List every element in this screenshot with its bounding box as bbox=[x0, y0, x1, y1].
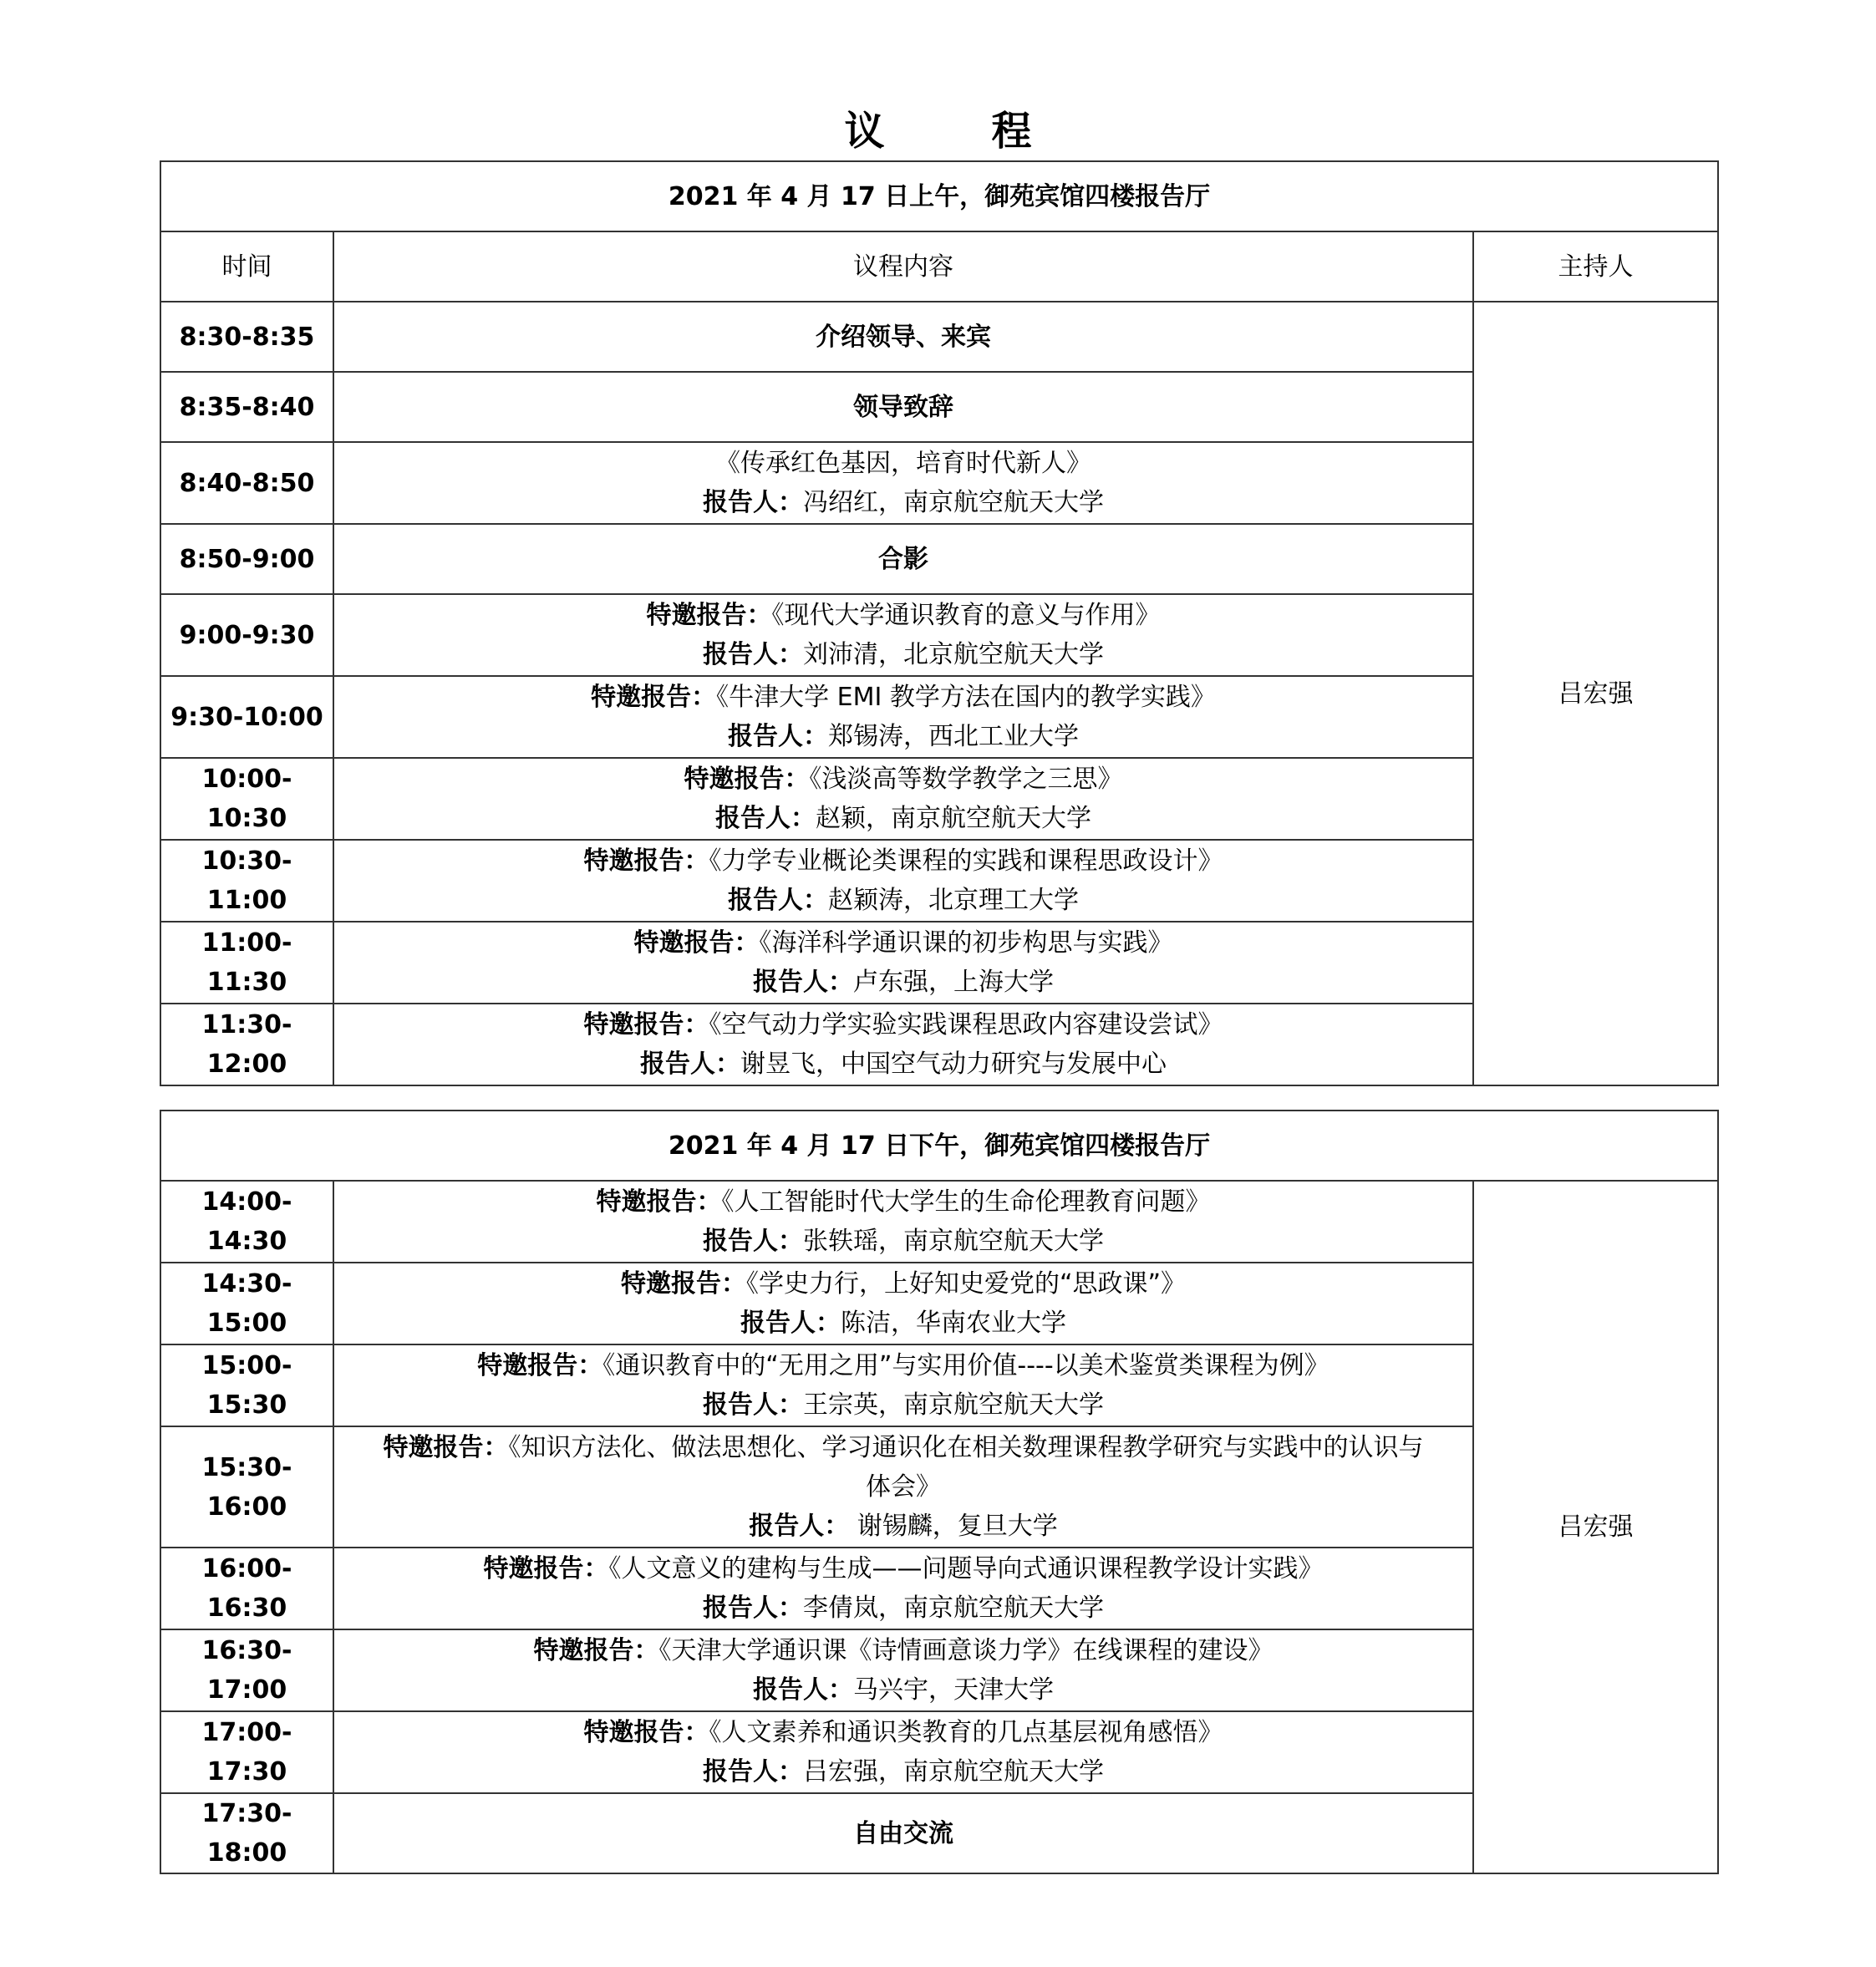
time-cell: 8:35-8:40 bbox=[160, 372, 333, 442]
content-cell bbox=[333, 1548, 1473, 1629]
speaker-name: 陈洁，华南农业大学 bbox=[841, 1309, 1066, 1338]
content-line bbox=[341, 540, 1466, 579]
speaker-label: 报告人 bbox=[753, 1675, 828, 1705]
report-title-continued: 体会》 bbox=[866, 1472, 941, 1502]
content-cell bbox=[333, 372, 1473, 442]
speaker-label: 报告人 bbox=[749, 1512, 825, 1541]
morning-session-header: 2021 年 4 月 17 日上午，御苑宾馆四楼报告厅 bbox=[160, 161, 1718, 231]
special-report-label: 特邀报告 bbox=[620, 1269, 721, 1299]
time-cell: 11:30-12:00 bbox=[160, 1004, 333, 1085]
content-line bbox=[341, 388, 1466, 427]
speaker-name: 马兴宇，天津大学 bbox=[853, 1675, 1054, 1705]
table-row bbox=[160, 302, 1718, 372]
speaker-line bbox=[341, 1670, 1466, 1710]
page-title: 议 程 bbox=[844, 108, 1065, 155]
label-separator: ： bbox=[824, 1512, 850, 1541]
label-separator: ： bbox=[778, 1757, 803, 1787]
content-cell bbox=[333, 442, 1473, 524]
speaker-line bbox=[341, 963, 1466, 1002]
speaker-line bbox=[341, 1752, 1466, 1792]
label-separator: ： bbox=[691, 683, 717, 712]
report-title: 《浅淡高等数学教学之三思》 bbox=[809, 765, 1123, 794]
time-cell: 16:30-17:00 bbox=[160, 1629, 333, 1711]
speaker-line bbox=[341, 1385, 1466, 1425]
content-cell bbox=[333, 594, 1473, 676]
speaker-name: 吕宏强，南京航空航天大学 bbox=[803, 1757, 1104, 1787]
host-cell: 吕宏强 bbox=[1473, 302, 1718, 1085]
label-separator: ： bbox=[803, 722, 828, 751]
label-separator: ： bbox=[778, 640, 803, 669]
speaker-line bbox=[341, 635, 1466, 674]
content-cell bbox=[333, 1629, 1473, 1711]
content-line bbox=[341, 760, 1466, 799]
speaker-name: 刘沛清，北京航空航天大学 bbox=[803, 640, 1104, 669]
speaker-label: 报告人 bbox=[753, 968, 828, 997]
time-cell: 9:00-9:30 bbox=[160, 594, 333, 676]
content-line bbox=[341, 1182, 1466, 1222]
time-cell: 11:00-11:30 bbox=[160, 922, 333, 1004]
content-line bbox=[341, 841, 1466, 881]
speaker-line bbox=[341, 881, 1466, 920]
label-separator: ： bbox=[483, 1433, 509, 1462]
time-cell: 8:50-9:00 bbox=[160, 524, 333, 594]
special-report-label: 特邀报告 bbox=[477, 1351, 578, 1380]
label-separator: ： bbox=[720, 1269, 746, 1299]
speaker-name: 赵颖涛，北京理工大学 bbox=[828, 886, 1079, 915]
special-report-label: 特邀报告 bbox=[591, 683, 692, 712]
time-cell: 8:40-8:50 bbox=[160, 442, 333, 524]
label-separator: ： bbox=[784, 765, 810, 794]
table-row bbox=[160, 1181, 1718, 1263]
content-line bbox=[341, 318, 1466, 357]
label-separator: ： bbox=[816, 1309, 841, 1338]
content-line bbox=[341, 1428, 1466, 1467]
speaker-name: 张轶瑶，南京航空航天大学 bbox=[803, 1227, 1104, 1256]
speaker-line bbox=[341, 1588, 1466, 1628]
speaker-name: 冯绍红，南京航空航天大学 bbox=[803, 488, 1104, 517]
speaker-label: 报告人 bbox=[640, 1050, 715, 1079]
report-title: 《海洋科学通识课的初步构思与实践》 bbox=[759, 928, 1173, 958]
time-cell: 17:30-18:00 bbox=[160, 1793, 333, 1873]
speaker-name: 王宗英，南京航空航天大学 bbox=[803, 1390, 1104, 1420]
special-report-label: 特邀报告 bbox=[583, 1010, 684, 1039]
content-cell bbox=[333, 758, 1473, 840]
content-line bbox=[341, 1631, 1466, 1670]
speaker-label: 报告人 bbox=[703, 1227, 778, 1256]
speaker-name: 赵颖，南京航空航天大学 bbox=[816, 804, 1091, 833]
label-separator: ： bbox=[803, 886, 828, 915]
content-cell bbox=[333, 1004, 1473, 1085]
column-header-content: 议程内容 bbox=[333, 231, 1473, 302]
label-separator: ： bbox=[791, 804, 816, 833]
time-cell: 8:30-8:35 bbox=[160, 302, 333, 372]
afternoon-schedule-table bbox=[160, 1110, 1719, 1874]
content-cell bbox=[333, 840, 1473, 922]
content-line bbox=[341, 1346, 1466, 1385]
special-report-label: 特邀报告 bbox=[483, 1554, 584, 1583]
speaker-label: 报告人 bbox=[715, 804, 791, 833]
speaker-line bbox=[341, 483, 1466, 522]
time-cell: 14:00-14:30 bbox=[160, 1181, 333, 1263]
content-line bbox=[341, 1467, 1466, 1507]
content-cell bbox=[333, 1426, 1473, 1548]
content-line bbox=[341, 678, 1466, 717]
special-report-label: 特邀报告 bbox=[684, 765, 785, 794]
time-cell: 10:00-10:30 bbox=[160, 758, 333, 840]
content-line bbox=[341, 444, 1466, 483]
speaker-line bbox=[341, 1507, 1466, 1546]
content-line bbox=[341, 1005, 1466, 1044]
content-cell bbox=[333, 1263, 1473, 1344]
report-title: 介绍领导、来宾 bbox=[816, 322, 991, 352]
special-report-label: 特邀报告 bbox=[383, 1433, 484, 1462]
report-title: 《牛津大学 EMI 教学方法在国内的教学实践》 bbox=[716, 683, 1216, 712]
content-cell bbox=[333, 1344, 1473, 1426]
label-separator: ： bbox=[746, 601, 772, 630]
morning-schedule-table bbox=[160, 160, 1719, 1086]
report-title: 《人文素养和通识类教育的几点基层视角感悟》 bbox=[709, 1718, 1223, 1747]
content-cell bbox=[333, 524, 1473, 594]
speaker-label: 报告人 bbox=[728, 886, 803, 915]
label-separator: ： bbox=[778, 1593, 803, 1623]
content-line bbox=[341, 1264, 1466, 1304]
speaker-line bbox=[341, 799, 1466, 838]
column-header-time: 时间 bbox=[160, 231, 333, 302]
speaker-name: 谢昱飞，中国空气动力研究与发展中心 bbox=[740, 1050, 1167, 1079]
content-cell bbox=[333, 1181, 1473, 1263]
speaker-label: 报告人 bbox=[703, 640, 778, 669]
report-title: 领导致辞 bbox=[853, 392, 953, 422]
speaker-line bbox=[341, 717, 1466, 756]
content-cell bbox=[333, 676, 1473, 758]
label-separator: ： bbox=[684, 846, 709, 876]
content-line bbox=[341, 923, 1466, 963]
report-title: 《人工智能时代大学生的生命伦理教育问题》 bbox=[721, 1187, 1211, 1217]
column-header-host: 主持人 bbox=[1473, 231, 1718, 302]
speaker-label: 报告人 bbox=[740, 1309, 816, 1338]
content-cell bbox=[333, 1793, 1473, 1873]
speaker-name: 李倩岚，南京航空航天大学 bbox=[803, 1593, 1104, 1623]
content-line bbox=[341, 1814, 1466, 1853]
report-title: 《通识教育中的“无用之用”与实用价值----以美术鉴赏类课程为例》 bbox=[602, 1351, 1329, 1380]
speaker-label: 报告人 bbox=[703, 1390, 778, 1420]
time-cell: 16:00-16:30 bbox=[160, 1548, 333, 1629]
label-separator: ： bbox=[684, 1718, 709, 1747]
label-separator: ： bbox=[734, 928, 760, 958]
content-line bbox=[341, 1713, 1466, 1752]
report-title: 《力学专业概论类课程的实践和课程思政设计》 bbox=[709, 846, 1223, 876]
special-report-label: 特邀报告 bbox=[583, 1718, 684, 1747]
report-title: 《知识方法化、做法思想化、学习通识化在相关数理课程教学研究与实践中的认识与 bbox=[508, 1433, 1424, 1462]
content-cell bbox=[333, 302, 1473, 372]
speaker-line bbox=[341, 1222, 1466, 1261]
content-cell bbox=[333, 922, 1473, 1004]
label-separator: ： bbox=[828, 1675, 853, 1705]
report-title: 《人文意义的建构与生成——问题导向式通识课程教学设计实践》 bbox=[608, 1554, 1324, 1583]
speaker-label: 报告人 bbox=[703, 1757, 778, 1787]
speaker-label: 报告人 bbox=[728, 722, 803, 751]
special-report-label: 特邀报告 bbox=[596, 1187, 697, 1217]
speaker-line bbox=[341, 1044, 1466, 1084]
time-cell: 10:30-11:00 bbox=[160, 840, 333, 922]
special-report-label: 特邀报告 bbox=[533, 1636, 634, 1665]
label-separator: ： bbox=[778, 488, 803, 517]
time-cell: 15:00-15:30 bbox=[160, 1344, 333, 1426]
speaker-name: 谢锡麟，复旦大学 bbox=[849, 1512, 1058, 1541]
report-title: 《传承红色基因，培育时代新人》 bbox=[715, 449, 1091, 478]
time-cell: 14:30-15:00 bbox=[160, 1263, 333, 1344]
afternoon-session-header: 2021 年 4 月 17 日下午，御苑宾馆四楼报告厅 bbox=[160, 1111, 1718, 1181]
report-title: 《天津大学通识课《诗情画意谈力学》在线课程的建设》 bbox=[658, 1636, 1274, 1665]
speaker-name: 郑锡涛，西北工业大学 bbox=[828, 722, 1079, 751]
report-title: 合影 bbox=[878, 544, 928, 574]
content-line bbox=[341, 1549, 1466, 1588]
special-report-label: 特邀报告 bbox=[633, 928, 735, 958]
report-title: 《空气动力学实验实践课程思政内容建设尝试》 bbox=[709, 1010, 1223, 1039]
label-separator: ： bbox=[684, 1010, 709, 1039]
label-separator: ： bbox=[828, 968, 853, 997]
report-title: 《现代大学通识教育的意义与作用》 bbox=[771, 601, 1161, 630]
report-title: 自由交流 bbox=[853, 1818, 953, 1848]
content-cell bbox=[333, 1711, 1473, 1793]
speaker-label: 报告人 bbox=[703, 488, 778, 517]
label-separator: ： bbox=[633, 1636, 659, 1665]
label-separator: ： bbox=[778, 1227, 803, 1256]
speaker-line bbox=[341, 1304, 1466, 1343]
label-separator: ： bbox=[577, 1351, 603, 1380]
content-line bbox=[341, 596, 1466, 635]
label-separator: ： bbox=[715, 1050, 740, 1079]
special-report-label: 特邀报告 bbox=[583, 846, 684, 876]
speaker-name: 卢东强，上海大学 bbox=[853, 968, 1054, 997]
label-separator: ： bbox=[696, 1187, 722, 1217]
label-separator: ： bbox=[583, 1554, 609, 1583]
label-separator: ： bbox=[778, 1390, 803, 1420]
report-title: 《学史力行，上好知史爱党的“思政课”》 bbox=[745, 1269, 1187, 1299]
time-cell: 17:00-17:30 bbox=[160, 1711, 333, 1793]
time-cell: 9:30-10:00 bbox=[160, 676, 333, 758]
time-cell: 15:30-16:00 bbox=[160, 1426, 333, 1548]
speaker-label: 报告人 bbox=[703, 1593, 778, 1623]
host-cell: 吕宏强 bbox=[1473, 1181, 1718, 1873]
special-report-label: 特邀报告 bbox=[646, 601, 747, 630]
